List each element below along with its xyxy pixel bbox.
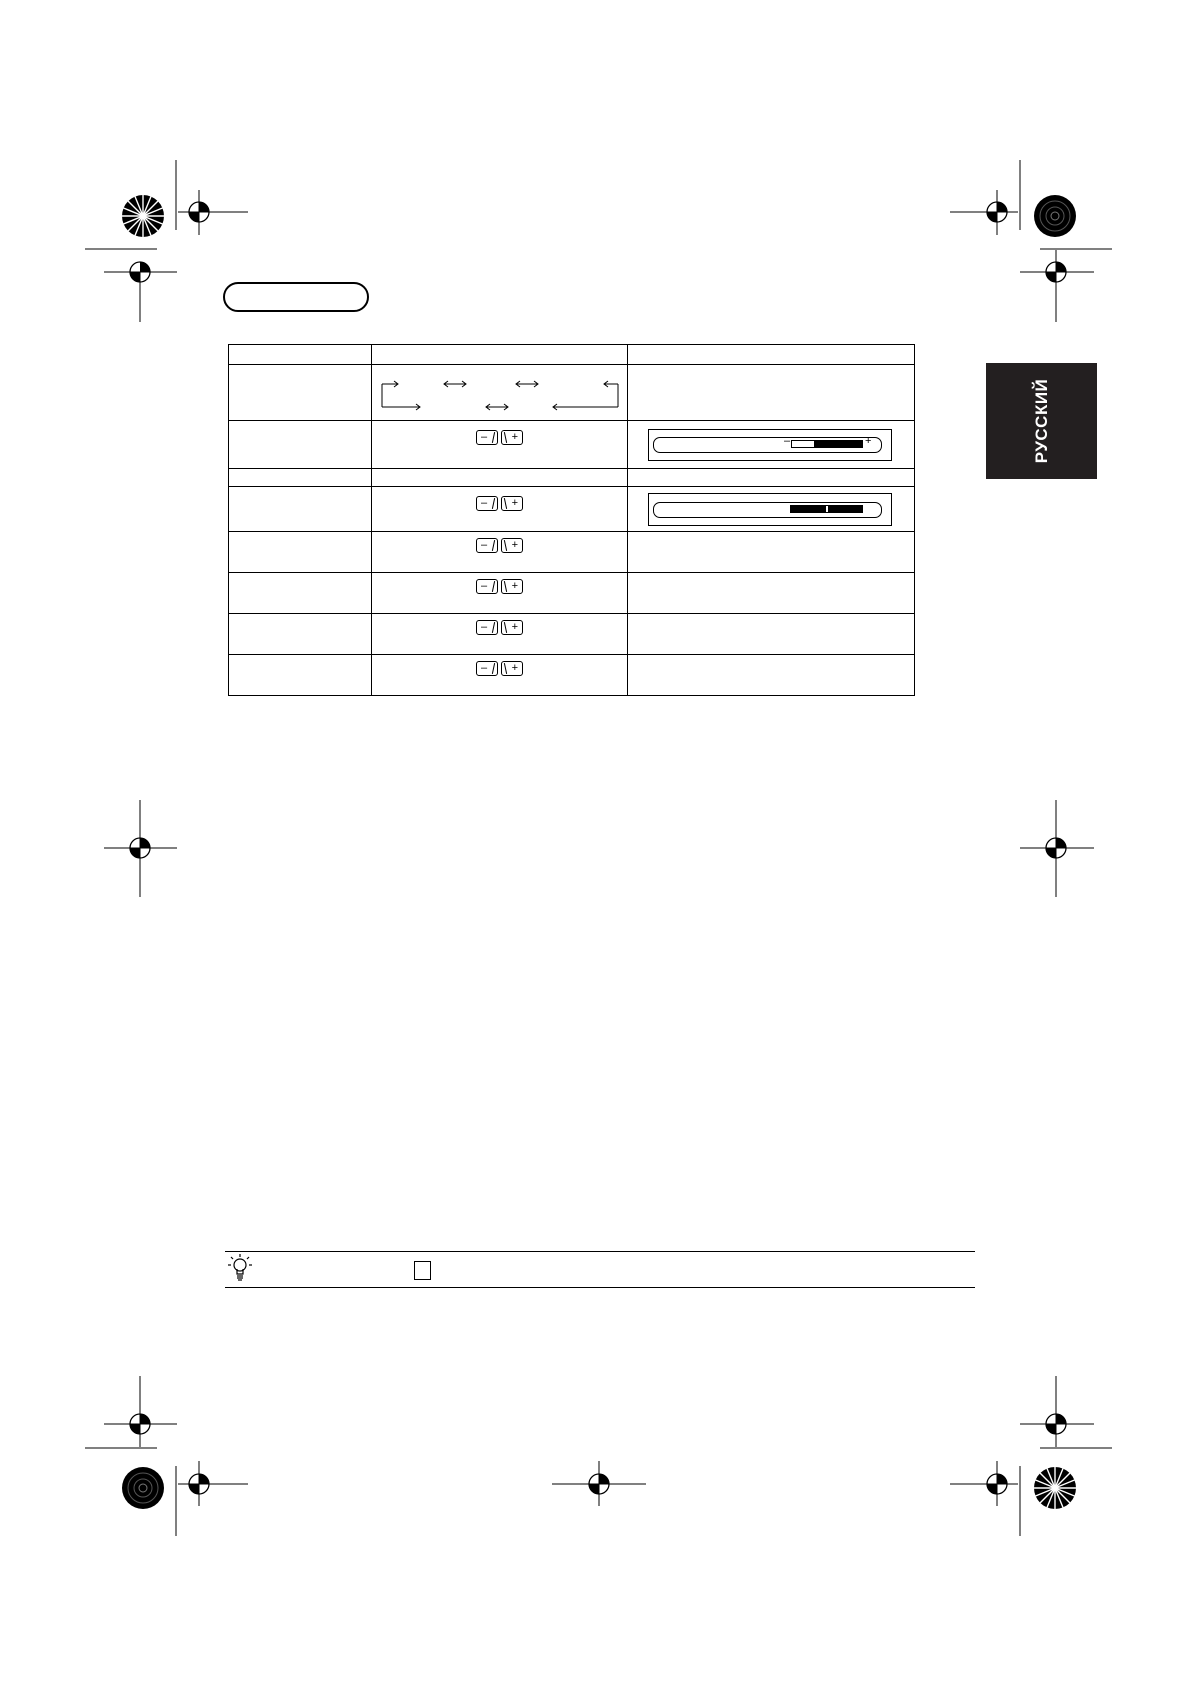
row-label-cell <box>229 469 372 487</box>
minus-key-icon: – <box>476 430 498 445</box>
settings-table <box>228 344 915 696</box>
minus-key-icon: – <box>476 538 498 553</box>
osd-level-display <box>648 429 892 461</box>
minus-plus-buttons <box>372 430 627 445</box>
table-row <box>229 469 915 487</box>
table-row <box>229 655 915 696</box>
row-label-cell <box>229 487 372 532</box>
plus-key-icon: + <box>501 538 523 553</box>
osd-cell <box>628 421 915 469</box>
osd-cell <box>628 487 915 532</box>
control-cell <box>372 421 628 469</box>
osd-level-fill <box>792 441 814 447</box>
row-label-cell <box>229 614 372 655</box>
tip-bottom-rule <box>225 1287 975 1288</box>
display-cell <box>628 532 915 573</box>
language-tab-label: РУССКИЙ <box>1031 378 1051 464</box>
table-row <box>229 487 915 532</box>
osd-plus-sign: + <box>865 435 872 447</box>
sunburst-target-top-left <box>121 194 165 238</box>
osd-balance-display <box>648 493 892 526</box>
minus-plus-buttons <box>372 538 627 553</box>
row-label-cell <box>229 365 372 421</box>
osd-minus-sign: – <box>784 435 791 447</box>
sunburst-target-bottom-left <box>121 1466 165 1510</box>
tip-reference-box <box>414 1261 431 1280</box>
osd-center-marker <box>826 506 828 512</box>
control-cell <box>372 655 628 696</box>
display-cell <box>628 614 915 655</box>
osd-track <box>653 437 882 453</box>
table-row <box>229 614 915 655</box>
minus-plus-buttons <box>372 661 627 676</box>
tip-top-rule <box>225 1251 975 1252</box>
table-row <box>229 365 915 421</box>
mode-cycle-diagram <box>372 365 628 420</box>
plus-key-icon: + <box>501 661 523 676</box>
row-label-cell <box>229 573 372 614</box>
display-cell <box>628 469 915 487</box>
display-cell <box>628 365 915 421</box>
plus-key-icon: + <box>501 496 523 511</box>
plus-key-icon: + <box>501 430 523 445</box>
minus-plus-buttons <box>372 496 627 511</box>
table-row <box>229 532 915 573</box>
table-row <box>229 573 915 614</box>
minus-plus-buttons <box>372 620 627 635</box>
sunburst-target-bottom-right <box>1033 1466 1077 1510</box>
table-header-row <box>229 345 915 365</box>
sunburst-target-top-right <box>1033 194 1077 238</box>
control-cell <box>372 469 628 487</box>
row-label-cell <box>229 421 372 469</box>
plus-key-icon: + <box>501 579 523 594</box>
row-label-cell <box>229 532 372 573</box>
header-cell-item <box>229 345 372 365</box>
minus-key-icon: – <box>476 661 498 676</box>
control-cell <box>372 487 628 532</box>
plus-key-icon: + <box>501 620 523 635</box>
minus-key-icon: – <box>476 620 498 635</box>
language-tab <box>986 363 1097 479</box>
table-row <box>229 421 915 469</box>
display-cell <box>628 573 915 614</box>
mode-cycle-cell <box>372 365 628 421</box>
osd-track <box>653 502 882 518</box>
display-cell <box>628 655 915 696</box>
header-cell-display <box>628 345 915 365</box>
control-cell <box>372 573 628 614</box>
minus-plus-buttons <box>372 579 627 594</box>
minus-key-icon: – <box>476 496 498 511</box>
lightbulb-icon <box>225 1253 255 1285</box>
row-label-cell <box>229 655 372 696</box>
control-cell <box>372 532 628 573</box>
section-title-pill <box>223 282 369 312</box>
header-cell-control <box>372 345 628 365</box>
control-cell <box>372 614 628 655</box>
minus-key-icon: – <box>476 579 498 594</box>
